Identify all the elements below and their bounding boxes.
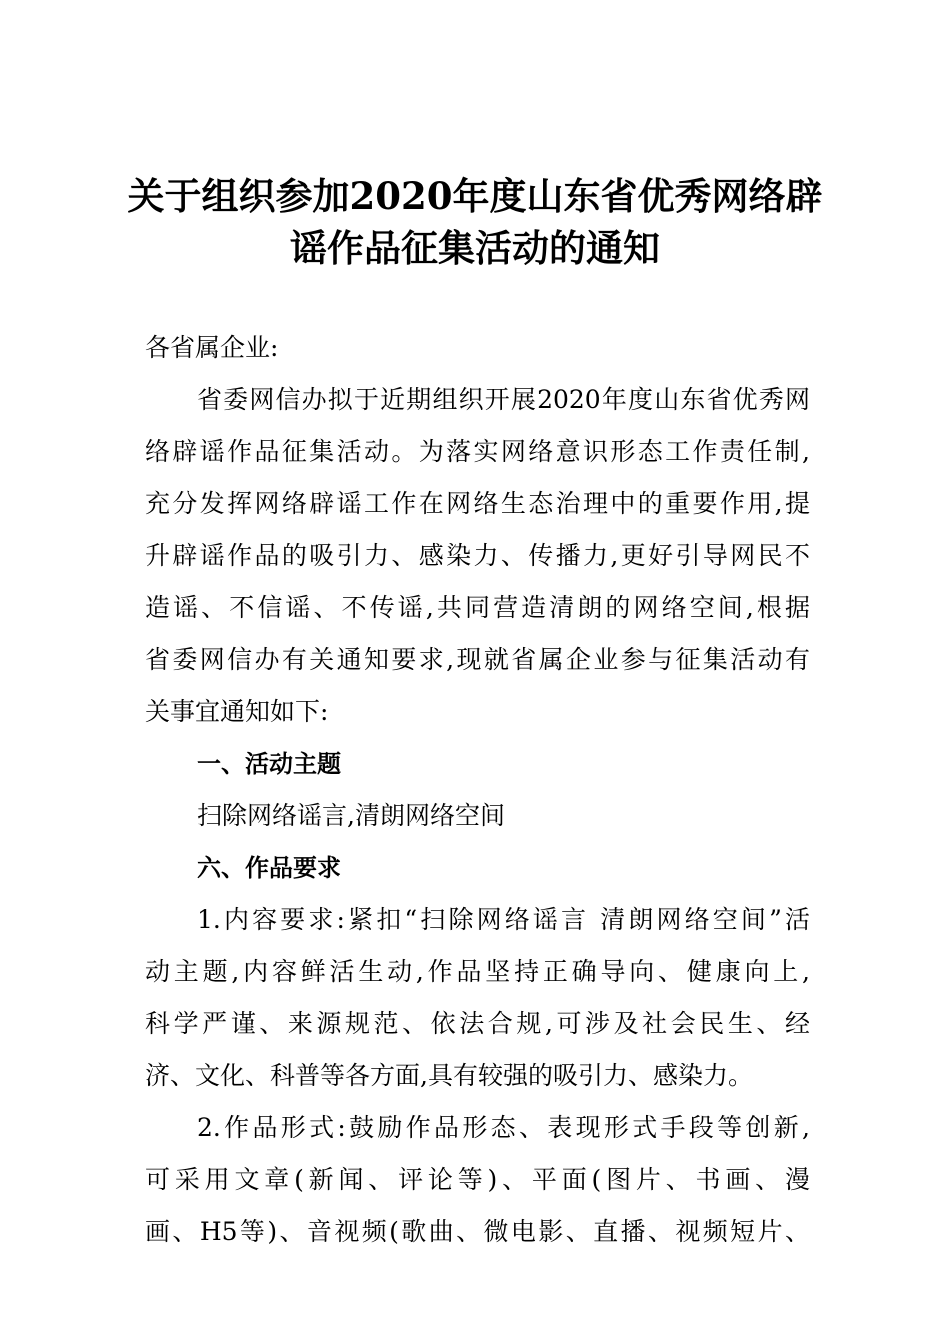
title-line-2: 谣作品征集活动的通知 [290, 226, 660, 270]
paragraph-1-line: 关事宜通知如下: [145, 697, 329, 726]
paragraph-1-line: 省委网信办有关通知要求,现就省属企业参与征集活动有 [145, 645, 810, 674]
item-1-line: 1.内容要求:紧扣“扫除网络谣言 清朗网络空间”活 [197, 905, 810, 934]
paragraph-1-line: 造谣、不信谣、不传谣,共同营造清朗的网络空间,根据 [145, 593, 810, 622]
section-6-heading: 六、作品要求 [197, 854, 341, 882]
paragraph-1-line: 充分发挥网络辟谣工作在网络生态治理中的重要作用,提 [145, 489, 810, 518]
salutation: 各省属企业: [145, 333, 279, 362]
item-2-line: 可采用文章(新闻、评论等)、平面(图片、书画、漫 [145, 1165, 810, 1194]
item-2-line: 2.作品形式:鼓励作品形态、表现形式手段等创新, [197, 1113, 810, 1142]
paragraph-1-line: 省委网信办拟于近期组织开展2020年度山东省优秀网 [197, 385, 810, 414]
section-1-text: 扫除网络谣言,清朗网络空间 [197, 801, 505, 830]
item-2-line: 画、H5等)、音视频(歌曲、微电影、直播、视频短片、 [145, 1217, 810, 1246]
title-line-1: 关于组织参加2020年度山东省优秀网络辟 [127, 174, 823, 218]
document-body [145, 322, 810, 1258]
section-1-heading: 一、活动主题 [197, 750, 341, 778]
document-title [0, 170, 950, 274]
item-1-line: 科学严谨、来源规范、依法合规,可涉及社会民生、经 [145, 1009, 810, 1038]
paragraph-1-line: 络辟谣作品征集活动。为落实网络意识形态工作责任制, [145, 437, 810, 466]
paragraph-1-line: 升辟谣作品的吸引力、感染力、传播力,更好引导网民不 [145, 541, 810, 570]
item-1-line: 济、文化、科普等各方面,具有较强的吸引力、感染力。 [145, 1061, 753, 1090]
item-1-line: 动主题,内容鲜活生动,作品坚持正确导向、健康向上, [145, 957, 810, 986]
